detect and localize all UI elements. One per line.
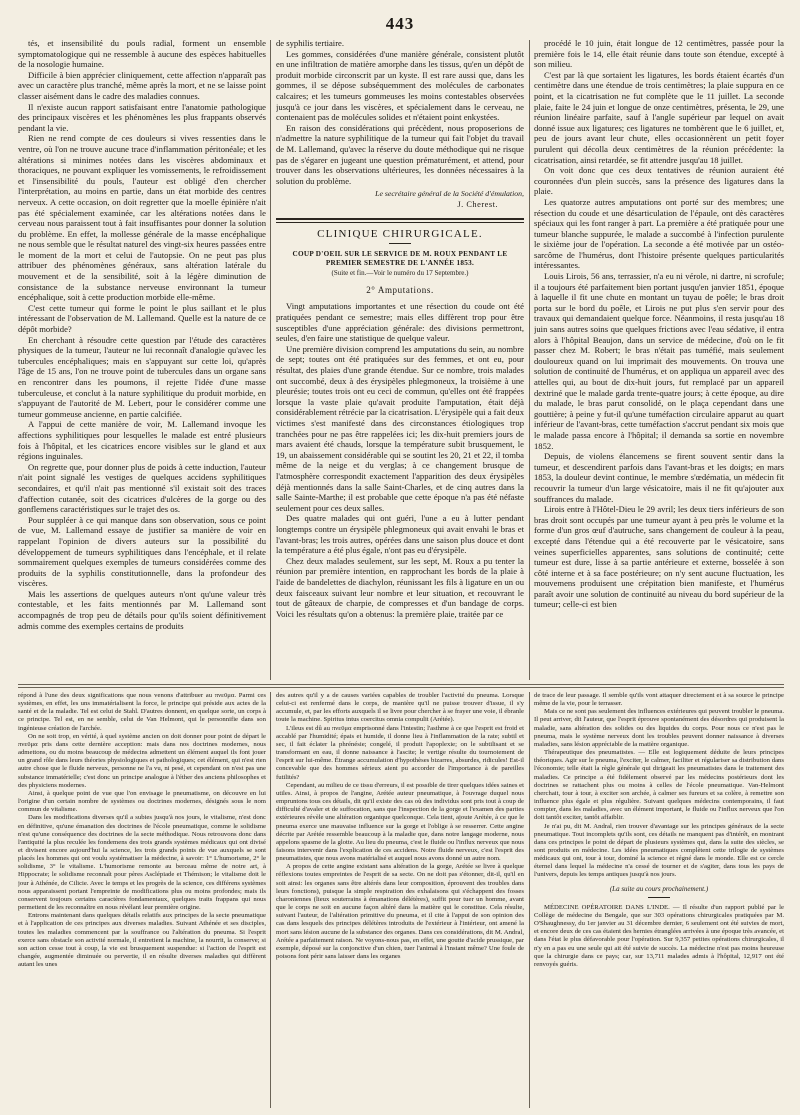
upper-column-2 xyxy=(276,38,524,681)
page-number: 443 xyxy=(385,14,415,33)
paragraph: Les quatorze autres amputations ont porté sur des membres; une résection du coude et une désarticulation de l'épaule, ont dès caractères spéciaux qui les font ranger à part. La première a été pratiquée pour une tumeur blanche suppurée, le malade a succombé à l'infection purulente le sixième jour de l'opération. La seconde a été motivée par un ostéo-sarcôme de l'humérus, dont l'histoire présente quelques particularités intéressantes. xyxy=(534,196,784,271)
paragraph: En cherchant à résoudre cette question par l'étude des caractères physiques de la tumeur, l'auteur ne lui reconnaît d'analogie qu'avec les tubercules encéphaliques; mais en s'appuyant sur cette loi, qu'après l'âge de 15 ans, l'on ne trouve point de tubercules dans un organe sans en rencontrer dans les poumons, il rejette l'idée d'une masse tuberculeuse, et conclut à la nature syphilitique du produit morbide, en s'appuyant de l'autorité de M. Lebert, pour le considérer comme une tumeur gommeuse ancienne, en partie calcifiée. xyxy=(18,334,266,419)
paragraph: Thérapeutique des pneumatistes. — Elle est logiquement déduite de leurs principes théoriques. Agir sur le pneuma, l'exciter, le calmer, faciliter et régulariser sa distribution dans l'économie; telle était la règle générale qui dirigeait les pneumatistes dans le traitement des maladies. Ce principe a été fidèlement observé par les médecins postérieurs dont les doctrines se rattachent plus ou moins à celles de l'école pneumatique. Van-Helmont cherchait, tour à tour, à exciter son archée, à calmer ses fureurs et sa colère, à remettre son influence plus égale et plus régulière. Suivant quelques médecins contemporains, il faut compter, dans les maladies, avec un élément important, le fluide ou l'influx nerveux que l'on doit tantôt exciter, tantôt affaiblir. xyxy=(534,749,784,822)
column-divider xyxy=(270,40,271,680)
section-title: CLINIQUE CHIRURGICALE. xyxy=(317,227,483,240)
column-divider xyxy=(270,692,271,1108)
paragraph: de syphilis tertiaire. xyxy=(276,38,345,48)
paragraph: Une première division comprend les amputations du sein, au nombre de sept; toutes ont été pratiquées sur des femmes, et ont eu, pour résultat, des plaies d'une grande étendue. Sur ce nombre, trois malades ont succombé, deux à des érysipèles phlegmoneux, la troisième à une pleurésie; toutes trois ont eu ceci de commun, qu'elles ont été frappées lorsque la vaste plaie qu'avait produite l'amputation, était déjà considérablement rétrécie par la cicatrisation. L'érysipèle qui a fait deux victimes s'est manifesté dans des circonstances étiologiques trop tranchées pour ne pas être rappelées ici; les dix-huit premiers jours de mars avaient été chauds, lorsque la température subit brusquement, le 19, un abaissement considérable qui se soutint les 20, 21 et 22, il tomba même de la neige et du verglas; à ce changement brusque de l'atmosphère correspondit exactement l'apparition des deux érysipèles déjà mentionnés dans la salle Saint-Charles, et de cinq autres dans la salle Sainte-Marthe; il est probable que cette époque n'a pas été néfaste seulement pour ces deux salles. xyxy=(276,343,524,513)
paragraph: Louis Lirois, 56 ans, terrassier, n'a eu ni vérole, ni dartre, ni scrofule; il a toujours été parfaitement bien portant jusqu'en janvier 1851, époque à laquelle il fit une chute en montant un tuyau de poêle; le bras droit porta sur le bord du poêle, et Lirois ne put plus s'en servir pour des travaux qui demandaient quelque force. Néanmoins, il resta jusqu'au 18 juin sans autres soins que quelques frictions avec l'eau sédative, il entra alors à l'hôpital Beaujon, dans un service de médecine, d'où on le fit passer chez M. Robert; le bras n'était pas tuméfié, mais seulement douloureux quand on lui imprimait des mouvements. On trouva une solution de continuité de l'humérus, et on appliqua un appareil avec des attelles qui, au bout de dix-huit jours, fut remplacé par un appareil dextriné que le malade garda trente-quatre jours; à cette époque, au dire du malade, le bras parut consolidé, on le plaça cependant dans une gouttière; à peine y fut-il qu'une tuméfaction circulaire apparut au quart inférieur de l'avant-bras, cette tuméfaction s'accrut pendant six mois que le malade passa encore à l'hôpital; il demanda sa sortie en novembre 1852. xyxy=(534,271,784,451)
paragraph: Pour suppléer à ce qui manque dans son observation, sous ce point de vue, M. Lallemand essaye de justifier sa manière de voir en rappelant l'opinion de divers auteurs sur la possibilité du développement de tumeurs syphilitiques dans l'encéphale, et il relate sommairement quelques exemples de tumeurs considérées comme des produits de la syphilis constitutionnelle, dans la profondeur des viscères. xyxy=(18,514,266,589)
paragraph: Vingt amputations importantes et une résection du coude ont été pratiquées pendant ce semestre; mais elles diffèrent trop pour être susceptibles d'une appréciation générale: des divisions permettront, seules, d'en faire une statistique de quelque valeur. xyxy=(276,301,524,344)
signature-name: J. Cherest. xyxy=(457,199,498,209)
paragraph: tés, et insensibilité du pouls radial, forment un ensemble symptomatologique qui ne ressemble à aucune des espèces habituelles de la nosologie humaine. xyxy=(18,38,266,70)
section-subtitle: COUP D'OEIL SUR LE SERVICE DE M. ROUX PENDANT LE PREMIER SEMESTRE DE L'ANNÉE 1853. xyxy=(292,250,508,267)
news-rule xyxy=(648,897,670,898)
paragraph: Mais les assertions de quelques auteurs n'ont qu'une valeur très contestable, et les faits mentionnés par M. Lallemand sont accompagnés de trop peu de détails pour qu'ils soient définitivement admis comme des exemples certains de produits xyxy=(18,588,266,631)
paragraph: de trace de leur passage. Il semble qu'ils vont attaquer directement et à sa source le principe même de la vie, pour le terrasser. xyxy=(534,692,784,708)
paragraph: Les gommes, considérées d'une manière générale, consistent plutôt en une infiltration de matière amorphe dans les tissus, qu'en un dépôt de produit morbide circonscrit par un kyste. Il est rare aussi que, dans les gommes, il se dépose subséquemment des molécules de carbonates calcaires; et les tumeurs gommeuses les moins contestables observées jusqu'à ce jour dans les viscères, et spécialement dans le cerveau, ne contenaient pas de molécules solides et n'étaient point enkystées. xyxy=(276,48,524,123)
continued-note: (La suite au cours prochainement.) xyxy=(609,884,709,893)
paragraph: On voit donc que ces deux tentatives de réunion auraient été couronnées d'un plein succès, sans la présence des ligatures dans la plaie. xyxy=(534,165,784,197)
paragraph: Je n'ai pu, dit M. Andral, rien trouver d'avantage sur les principes généraux de la secte pneumatique. Tout incomplets qu'ils sont, ces détails ne manquent pas d'intérêt, en montrant dans ces principes le point de départ de plusieurs systèmes qui, dans la suite des siècles, se sont produits en médecine. Les idées pneumatiques complètent cette trilogie de systèmes médicaux qui ont, tour à tour, dominé la science et régné dans le monde. Elle est ce cercle éternel dans lequel la médecine n'a cessé de tourner et de s'agiter, dans tous les pays de l'univers, depuis les temps antiques jusqu'à nos jours. xyxy=(534,822,784,879)
paragraph: En raison des considérations qui précèdent, nous proposerions de n'admettre la nature syphilitique de la tumeur qui fait l'objet du travail de M. Lallemand, qu'avec la réserve du doute méthodique qui ne risque pas de s'égarer en jugeant une question prématurément, et attend, pour trouver dans les observations ultérieures, les données nécessaires à la solution du problème. xyxy=(276,122,524,186)
column-divider xyxy=(529,40,530,680)
column-divider xyxy=(529,692,530,1108)
paragraph: A l'appui de cette manière de voir, M. Lallemand invoque les affections syphilitiques pour lesquelles le malade est entré plusieurs fois à l'hôpital, et les cicatrices encore visibles sur le gland et aux régions inguinales. xyxy=(18,419,266,462)
paragraph: C'est cette tumeur qui forme le point le plus saillant et le plus intéressant de l'observation de M. Lallemand. Quelle est la nature de ce dépôt morbide? xyxy=(18,302,266,335)
paragraph: On ne soit trop, en vérité, à quel système ancien on doit donner pour point de départ le πνεῦμα pris dans cette dernière acception: mais dans nos doctrines modernes, nous admettons, ou du moins beaucoup de médecins admettent un élément auquel ils font jouer un grand rôle dans leurs théories physiologiques et pathologiques; cet élément, qui n'est rien autre chose que le fluide nerveux, personne ne l'a vu, ni pesé, et cependant on n'est pas une substance immatérielle; c'est donc un principe analogue à l'éther des anciens philosophes et des physiciens modernes. xyxy=(18,732,266,789)
title-rule xyxy=(389,243,411,244)
section-rule xyxy=(276,218,524,223)
paragraph: On regrette que, pour donner plus de poids à cette induction, l'auteur n'ait point signalé les vestiges de quelques accidens syphilitiques secondaires, et qu'il n'ait pas mentionné s'il existait soit des traces d'affection cutanée, soit des cicatrices d'ulcères de la gorge ou des gonflemens caractéristiques sur le trajet des os. xyxy=(18,461,266,515)
paragraph: répond à l'une des deux significations que nous venons d'attribuer au πνεῦμα. Parmi ces systèmes, en effet, les uns immatérialisent la force, le principe qui préside aux actes de la santé et de la maladie. Tel est celui de Stahl. D'autres donnent, en quelque sorte, un corps à ce principe. Tel est, en ne semble, celui de Van Helmont, qui le personnifie dans son ingénieuse création de l'archée. xyxy=(18,692,266,732)
upper-column-3 xyxy=(534,38,784,681)
paragraph: Difficile à bien apprécier cliniquement, cette affection n'apparaît pas avec un caractère plus tranché, même après la mort, et ne se laisse point classer aisément dans le cadre des maladies connues. xyxy=(18,69,266,101)
upper-column-1 xyxy=(18,38,266,681)
part-heading: 2° Amputations. xyxy=(366,284,434,295)
paragraph: C'est par là que sortaient les ligatures, les bords étaient écartés d'un centimètre dans une étendue de trois centimètres; la plaie suppura en ce point, et la cicatrisation ne fut complète que le 11 juillet. La seconde plaie, faite le 24 juin et longue de onze centimètres, présenta, le 29, une réunion linéaire parfaite, sauf à l'angle supérieur par lequel on avait donné issue aux ligatures; ces ligatures ne tombèrent que le 6 juillet, et, peu de jours avant leur chute, elles occasionnèrent un petit foyer purulent qui décolla deux centimètres de la réunion précédente: la cicatrisation, ainsi retardée, se fit attendre jusqu'au 18 juillet. xyxy=(534,69,784,165)
paragraph: Depuis, de violens élancemens se firent souvent sentir dans la tumeur, et descendirent parfois dans l'avant-bras et les doigts; en mars 1853, la douleur devint continue, le membre s'œdématia, un médecin fit recouvrir la tumeur d'un large vésicatoire, mais il ne fit qu'ajouter aux souffrances du malade. xyxy=(534,451,784,504)
paragraph: Mais ce ne sont pas seulement des influences extérieures qui peuvent troubler le pneuma. Il peut arriver, dit l'auteur, que l'esprit éprouve spontanément des désordres qui produisent la maladie, sans altération des solides ou des liquides du corps. Pour nous ce n'est pas le pneuma, mais le système nerveux dont les troubles peuvent donner naissance à diverses maladies, sans lésion appréciable de la matière organique. xyxy=(534,708,784,748)
paragraph: Dans les modifications diverses qu'il a subies jusqu'à nos jours, le vitalisme, n'est donc en définitive, qu'une émanation des doctrines de l'école pneumatique, comme le solidisme n'est qu'une conséquence des doctrines de la secte méthodique. Nous retrouvons donc dans l'antiquité la plus reculée les fondemens des trois grands systèmes médicaux qui ont divisé et divisent encore aujourd'hui la science, les trois grands points de vue auxquels se sont placés les hommes qui ont voulu systématiser la médecine, à savoir: 1° L'humorisme, 2° le solidisme, 3° le vitalisme. L'humorisme remonte au berceau même de notre art, à Hippocrate; le solidisme reconnaît pour pères Asclépiade et Thémison; le vitalisme doit le jour à Athénée, de Cilicie. Avec le temps et les progrès de la science, ces différens systèmes nous apparaissent portant l'empreinte de modifications plus ou moins profondes; mais ils conservent toujours certains caractères fondamentaux, quelques traits frappans qui nous permettent de les reconnaître en nous révélant leur première origine. xyxy=(18,814,266,912)
paragraph: procédé le 10 juin, était longue de 12 centimètres, passée pour la première fois le 14, elle était réunie dans toute son étendue, excepté à son milieu. xyxy=(534,38,784,70)
feuilleton-rule xyxy=(18,684,784,685)
lower-column-2 xyxy=(276,692,524,1110)
paragraph: Il n'existe aucun rapport satisfaisant entre l'anatomie pathologique des principaux viscères et les phénomènes les plus frappants observés pendant la vie. xyxy=(18,101,266,133)
paragraph: A propos de cette angine existant sans altération de la gorge, Arétée se livre à quelque réflexions toutes empreintes de l'esprit de sa secte. On ne doit pas s'étonner, dit-il, qu'il en soit ainsi: les organes sans être altérés dans leur composition, éprouvent des troubles dans leurs fonctions), puisque la simple respiration des exhalaisons qui s'échappent des fosses charoniennes (lieux souterrains à émanations délétères), suffit pour tuer un homme, avant que le corps ne soit en aucune façon altéré dans la matière qui le constitue. Cela résulte, suivant l'auteur, de l'altération primitive du pneuma, et il cite à l'appui de son opinion des cas dans lesquels des principes délétères introduits de l'extérieur à l'intérieur, ont amené la mort sans lésion aucune de la substance des organes. Dans ces considérations, dit M. Andral, Arétée a parfaitement raison. Ne voyons-nous pas, en effet, une goutte d'acide prussique, par exemple, déposé sur la conjonctive d'un chien, tuer l'animal à l'instant même? Une foule de poisons font périr sans laisser dans les organes xyxy=(276,863,524,960)
paragraph: Ainsi, à quelque point de vue que l'on envisage le pneumatisme, on découvre en lui l'origine d'un certain nombre de systèmes ou doctrines modernes, désignés sous le nom commun de vitalisme. xyxy=(18,789,266,814)
paragraph: Chez deux malades seulement, sur les sept, M. Roux a pu tenter la réunion par première intention, en rapprochant les bords de la plaie à l'aide de bandelettes de diachylon, réunissant les fils à ligature en un ou deux faisceaux suivant leur nombre et leur situation, et recouvrant le tout de gâteaux de charpie, de compresses et d'un bandage de corps. Voici les résultats qu'on a obtenus: la première plaie, traitée par ce xyxy=(276,555,524,619)
lower-column-3 xyxy=(534,692,784,1110)
paragraph: L'ileus est dû au πνεῦμα emprisonné dans l'intestin; l'asthme à ce que l'esprit est froid et accablé par l'humidité; épais et humide, il donne lieu à l'inflammation de la rate; subtil et sec, il fait éclater la phrénésie; congelé, il produit l'apoplexie; on le subtilisant et se transformant en eau, il donne naissance à l'ascite; le vertige résulte du tournoiement de l'esprit sur lui-même. Étrange accumulation d'hypothèses bizarres, absurdes, ridicules! Est-il concevable que des hommes sérieux aient pu accorder de l'importance à de pareilles futilités? xyxy=(276,724,524,781)
lower-column-1 xyxy=(18,692,266,1110)
signature-role: Le secrétaire général de la Société d'émulation, xyxy=(375,189,524,199)
paragraph: MÉDECINE OPÉRATOIRE DANS L'INDE. — Il résulte d'un rapport publié par le Collège de médecine du Bengale, que sur 303 opérations chirurgicales pratiquées par M. O'Shaughnessy, du 1er janvier au 31 décembre dernier, 6 seulement ont été suivies de mort, et encore deux de ces cas étaient des hernies étranglées arrivées à une époque très avancée, et dans l'état le plus défavorable pour l'opération. Sur 9,357 petites opérations chirurgicales, il n'y en a pas eu une seule qui ait été suivie de succès. La médecine n'est pas moins heureuse que la chirurgie dans ce pays; car, sur 13,711 malades admis à l'hôpital, 12,917 ont été renvoyés guéris. xyxy=(534,903,784,968)
section-note: (Suite et fin.—Voir le numéro du 17 Septembre.) xyxy=(331,269,469,278)
paragraph: Des quatre malades qui ont guéri, l'une a eu à lutter pendant longtemps contre un érysipèle phlegmoneux qui avait envahi le bras et l'avant-bras; les trois autres, opérées dans une saison plus douce et dont la température a été plus égale, n'ont pas eu d'érysipèle. xyxy=(276,513,524,556)
paragraph: Cependant, au milieu de ce tissu d'erreurs, il est possible de tirer quelques idées saines et utiles. Ainsi, à propos de l'angine, Arétée auteur pneumatique, à l'ouvrage duquel nous empruntons tous ces détails, dit qu'il existe des cas où des individus sont pris tout à coup de difficulté d'avaler et de suffocation, sans que l'inspection de la gorge et l'examen des parties extérieures révèle une altération organique quelconque. Cela tient, ajoute Arétée, à ce que le pneuma exerce une mauvaise influence sur la gorge et l'oblige à se resserrer. Cette angine décrite par Arétée ressemble beaucoup à la maladie que, dans notre langage moderne, nous appelons spasme de la glotte. Au lieu du pneuma, c'est le fluide ou l'influx nerveux que nous faisons intervenir dans l'explication de ces accidens. Notre fluide nerveux, c'est l'esprit des pneumatistes, que nous avons matérialisé et auquel nous avons donné un autre nom. xyxy=(276,781,524,863)
paragraph: Rien ne rend compte de ces douleurs si vives ressenties dans le ventre, où l'on ne trouve aucune trace d'inflammation péritonéale; et les altérations si minimes notées dans les viscères abdominaux et thoraciques, ne pouvant expliquer les vomissements, le refroidissement et l'insensibilité du pouls, l'auteur est obligé d'en chercher l'interprétation, au moins en partie, dans un état morbide des centres nerveux. A cette occasion, on doit regretter que la moelle épinière n'ait pas été spécialement examinée, car les altérations notées dans le cerveau nous paraissent tout à fait insuffisantes pour donner la solution du problème. En effet, la mollesse générale de la masse encéphalique ne nous semble que le résultat naturel des vingt-six heures passées entre le moment de la mort et celui de l'autopsie. On ne peut pas plus attribuer des phénomènes généraux, sans altération latérale du mouvement et de la sensibilité, soit à la légère diminution de consistance de la substance nerveuse environnant la tumeur encéphalique, soit à cette production morbide elle-même. xyxy=(18,133,266,303)
paragraph: Lirois entre à l'Hôtel-Dieu le 29 avril; les deux tiers inférieurs de son bras droit sont occupés par une tumeur ayant à peu près le volume et la forme d'un gros œuf d'autruche, sans changement de couleur à la peau, excepté dans l'étendue qui a été recouverte par le vésicatoire, sans veines superficielles apparentes, sans solutions de continuité; cette tumeur est dure, lisse à sa partie antérieure et externe, bosselée à son côté interne et à sa face postérieure; on n'y sent aucune fluctuation, les mouvemens produisent une crépitation bien manifeste, et l'humérus paraît avoir une solution de continuité au niveau du bord supérieur de la tumeur; celle-ci est bien xyxy=(534,504,784,610)
paragraph: Entrons maintenant dans quelques détails relatifs aux principes de la secte pneumatique et à l'application de ces principes aux diverses maladies. Suivant Athénée et ses disciples, toutes les maladies commencent par la souffrance ou l'altération du pneuma. Si l'esprit exerce sans obstacle son activité normale, il entretient la machine, la nourrit, la conserve; si son action cesse tout à coup, la vie est brusquement suspendue: si l'action de l'esprit est changée, augmentée diminuée ou pervertie, il en résulte diverses maladies qui diffèrent autant les unes xyxy=(18,912,266,969)
feuilleton-rule xyxy=(18,687,784,688)
paragraph: des autres qu'il y a de causes variées capables de troubler l'activité du pneuma. Lorsque celui-ci est renfermé dans le corps, de manière qu'il ne puisse trouver d'issue, il s'y accumule, et, par les efforts auxquels il se livre pour chercher à se frayer une voie, il ébranle toute la machine. Spiritus intus coercitus omnia compulit (Arétée). xyxy=(276,692,524,724)
